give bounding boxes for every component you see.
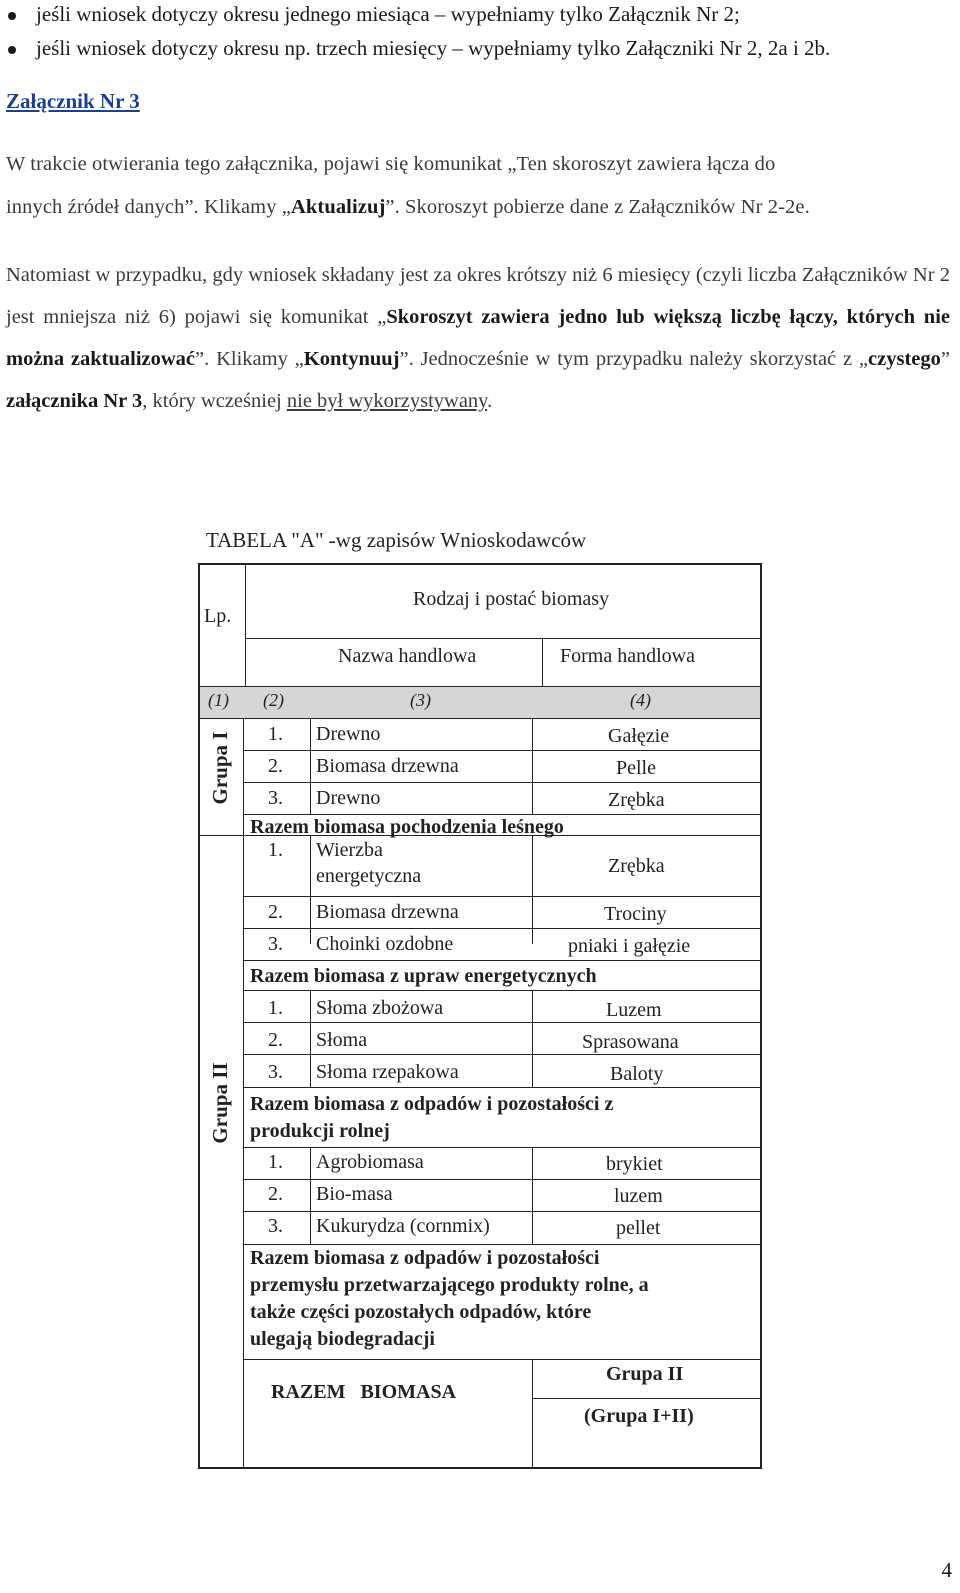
row-name: Wierzba — [316, 839, 383, 861]
grid-line — [243, 718, 244, 1468]
row-number: 1. — [268, 1151, 283, 1173]
table-title: TABELA "A" -wg zapisów Wnioskodawców — [206, 528, 587, 552]
row-number: 2. — [268, 755, 283, 777]
row-form: Sprasowana — [582, 1031, 679, 1053]
row-number: 2. — [268, 1029, 283, 1051]
grid-line — [243, 1054, 762, 1055]
grid-line — [542, 638, 543, 686]
row-form: Zrębka — [608, 855, 665, 877]
grid-line — [532, 1359, 533, 1469]
row-form: pniaki i gałęzie — [568, 935, 691, 957]
grid-line — [243, 1022, 762, 1023]
page-number: 4 — [941, 1558, 952, 1582]
row-name-cont: energetyczna — [316, 865, 422, 887]
row-name: Drewno — [316, 723, 381, 745]
total-group: Grupa II — [606, 1363, 684, 1385]
row-number: 1. — [268, 839, 283, 861]
biomass-table — [198, 563, 762, 1469]
forma-header: Forma handlowa — [560, 645, 695, 667]
subtotal-label: Razem biomasa z odpadów i pozostałości — [250, 1247, 600, 1269]
section-heading: Załącznik Nr 3 — [6, 89, 140, 113]
subtotal-label: Razem biomasa pochodzenia leśnego — [250, 816, 564, 838]
row-form: Trociny — [604, 903, 667, 925]
paragraph-note — [6, 254, 950, 422]
text-run: ”. Klikamy „ — [195, 348, 304, 370]
lp-header: Lp. — [204, 605, 232, 627]
text-run: Natomiast w przypadku, gdy wniosek składany jest za okres krótszy niż 6 miesięcy (czyli liczba Załączników Nr 2 jest mniejsza niż 6) pojawi się komunikat „ — [6, 264, 950, 328]
rodzaj-header: Rodzaj i postać biomasy — [413, 588, 610, 610]
paragraph-intro — [6, 143, 950, 229]
grid-line — [243, 960, 762, 961]
grid-line — [310, 1147, 311, 1244]
text-run: . — [487, 390, 493, 412]
bold-run: czystego — [868, 348, 941, 370]
row-number: 2. — [268, 901, 283, 923]
bold-run: Aktualizuj — [290, 196, 386, 218]
border-line — [760, 563, 762, 1469]
row-name: Słoma — [316, 1029, 368, 1051]
row-number: 3. — [268, 787, 283, 809]
grid-line — [310, 990, 311, 1087]
group-label: Grupa II — [208, 1062, 232, 1144]
grid-line — [243, 1087, 762, 1088]
border-line — [198, 563, 762, 565]
bullet-text: jeśli wniosek dotyczy okresu np. trzech miesięcy – wypełniamy tylko Załączniki Nr 2, 2a i 2b. — [36, 36, 831, 60]
bold-run: załącznika Nr 3 — [6, 390, 143, 412]
row-form: pellet — [616, 1217, 661, 1239]
grid-line — [243, 814, 762, 815]
grid-line — [243, 896, 762, 897]
subtotal-label-cont: produkcji rolnej — [250, 1120, 390, 1142]
row-name: Kukurydza (cornmix) — [316, 1215, 490, 1237]
grid-line — [243, 1147, 762, 1148]
bullet-text: jeśli wniosek dotyczy okresu jednego miesiąca – wypełniamy tylko Załącznik Nr 2; — [36, 2, 740, 26]
grid-line — [532, 990, 533, 1087]
grid-line — [243, 1211, 762, 1212]
row-number: 2. — [268, 1183, 283, 1205]
row-name: Choinki ozdobne — [316, 933, 454, 955]
subtotal-label: Razem biomasa z odpadów i pozostałości z — [250, 1093, 614, 1115]
col-number: (4) — [630, 690, 651, 710]
total-label: RAZEM BIOMASA — [271, 1381, 457, 1403]
paragraph-line: W trakcie otwierania tego załącznika, pojawi się komunikat „Ten skoroszyt zawiera łącza do — [6, 153, 776, 175]
subtotal-label-cont: ulegają biodegradacji — [250, 1328, 435, 1350]
bold-run: Skoroszyt zawiera jedno lub większą liczbę łączy, których nie można zaktualizować — [6, 306, 950, 370]
row-name: Biomasa drzewna — [316, 755, 459, 777]
grid-line — [243, 750, 762, 751]
row-name: Słoma zbożowa — [316, 997, 444, 1019]
grid-line — [310, 718, 311, 814]
grid-line — [243, 1359, 762, 1360]
bullet-dot-icon — [8, 12, 16, 20]
grid-line — [243, 990, 762, 991]
grid-line — [532, 1398, 762, 1399]
row-name: Drewno — [316, 787, 381, 809]
col-number: (2) — [263, 690, 284, 710]
row-form: Zrębka — [608, 789, 665, 811]
row-number: 1. — [268, 723, 283, 745]
bold-run: Kontynuuj — [303, 348, 400, 370]
grid-line — [532, 1147, 533, 1244]
grid-line — [245, 638, 762, 639]
row-number: 3. — [268, 1215, 283, 1237]
row-number: 3. — [268, 933, 283, 955]
grid-line — [243, 1244, 762, 1245]
subtotal-label-cont: także części pozostałych odpadów, które — [250, 1301, 592, 1323]
text-run: ”. Skoroszyt pobierze dane z Załączników Nr 2-2e. — [385, 196, 810, 218]
grid-line — [245, 563, 246, 686]
grid-line — [198, 686, 762, 687]
row-form: Baloty — [610, 1063, 664, 1085]
row-form: Luzem — [606, 999, 662, 1021]
text-run: ” — [940, 348, 950, 370]
text-run: ”. Jednocześnie w tym przypadku należy skorzystać z „ — [399, 348, 869, 370]
bullet-dot-icon — [8, 46, 16, 54]
group-label: Grupa I — [208, 731, 232, 805]
nazwa-header: Nazwa handlowa — [338, 645, 477, 667]
row-form: Pelle — [616, 757, 656, 779]
row-name: Agrobiomasa — [316, 1151, 424, 1173]
grid-line — [243, 782, 762, 783]
text-run: , który wcześniej — [142, 390, 287, 412]
grid-line — [198, 835, 244, 836]
text-run: innych źródeł danych”. Klikamy „ — [6, 196, 291, 218]
row-form: luzem — [614, 1185, 663, 1207]
grid-line — [243, 1179, 762, 1180]
grid-line — [243, 928, 762, 929]
col-number: (3) — [410, 690, 431, 710]
row-number: 3. — [268, 1061, 283, 1083]
grid-line — [532, 718, 533, 814]
row-name: Bio-masa — [316, 1183, 393, 1205]
subtotal-label: Razem biomasa z upraw energetycznych — [250, 965, 597, 987]
col-number: (1) — [208, 690, 229, 710]
row-name: Słoma rzepakowa — [316, 1061, 459, 1083]
subtotal-label-cont: przemysłu przetwarzającego produkty rolne, a — [250, 1274, 649, 1296]
row-form: Gałęzie — [608, 725, 670, 747]
paragraph-line — [6, 186, 950, 229]
border-line — [198, 1467, 762, 1469]
underlined-run: nie był wykorzystywany — [286, 390, 488, 412]
row-number: 1. — [268, 997, 283, 1019]
row-form: brykiet — [606, 1153, 663, 1175]
border-line — [198, 563, 200, 1469]
row-name: Biomasa drzewna — [316, 901, 459, 923]
total-group-sum: (Grupa I+II) — [584, 1405, 694, 1427]
grid-line — [198, 718, 762, 719]
